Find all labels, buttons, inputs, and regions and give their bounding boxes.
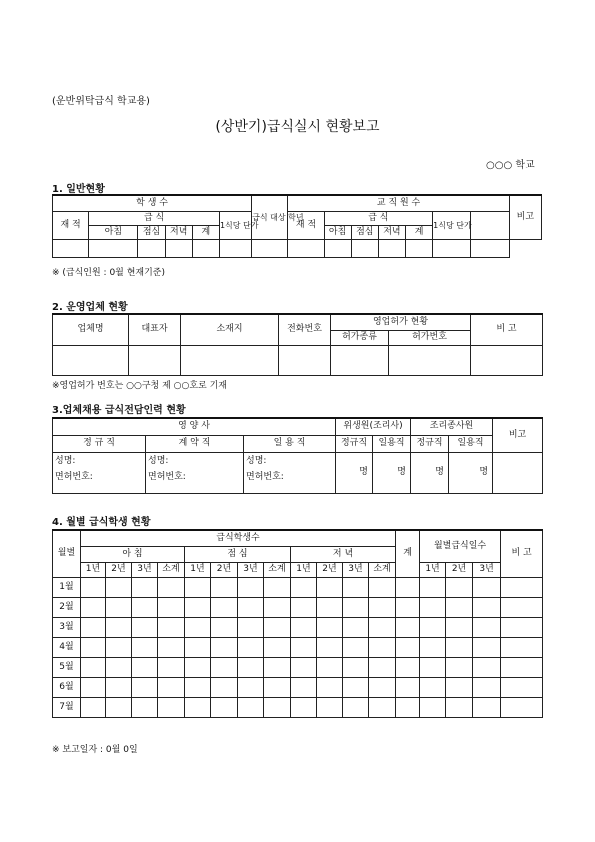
data-cell[interactable]	[343, 657, 369, 677]
data-cell[interactable]	[185, 677, 211, 697]
breakfast-grade-header: 1년	[81, 562, 106, 577]
data-cell[interactable]	[317, 597, 343, 617]
data-cell[interactable]	[473, 617, 501, 637]
general-status-table	[52, 194, 542, 258]
dinner-grade-header: 소계	[369, 562, 396, 577]
operator-status-table	[52, 313, 543, 376]
remark-cell[interactable]	[493, 452, 543, 493]
data-cell[interactable]	[501, 697, 543, 717]
month-label: 4월	[53, 637, 81, 657]
hygiene-daily-header: 일용직	[373, 435, 411, 452]
data-cell[interactable]	[211, 657, 238, 677]
data-cell[interactable]	[420, 677, 446, 697]
dinner-grade-header: 2년	[317, 562, 343, 577]
license-number-label: 면허번호:	[246, 471, 284, 482]
data-cell[interactable]	[420, 697, 446, 717]
staff-unit-price-header: 1식당 단가	[433, 211, 471, 239]
data-cell[interactable]	[264, 597, 291, 617]
data-cell[interactable]	[317, 657, 343, 677]
data-cell[interactable]	[211, 597, 238, 617]
breakfast-grade-header: 3년	[132, 562, 158, 577]
data-cell[interactable]	[158, 697, 185, 717]
students-unit-price-header: 1식당 단가	[219, 211, 251, 239]
data-cell[interactable]	[291, 637, 317, 657]
grade-header-row	[53, 562, 543, 577]
data-cell[interactable]	[501, 637, 543, 657]
data-cell[interactable]	[238, 597, 264, 617]
document-note: (운반위탁급식 학교용)	[52, 96, 150, 107]
remark-header: 비고	[509, 195, 541, 239]
students-enrolled-cell[interactable]	[53, 239, 89, 257]
days-grade-header: 2년	[446, 562, 473, 577]
breakfast-header: 아 침	[81, 546, 185, 562]
staff-breakfast-header: 아침	[324, 225, 351, 239]
days-grade-header: 3년	[473, 562, 501, 577]
monthly-days-header: 월별급식일수	[420, 530, 501, 562]
data-cell[interactable]	[238, 677, 264, 697]
daily-header: 일 용 직	[244, 435, 336, 452]
data-cell[interactable]	[291, 597, 317, 617]
data-cell[interactable]	[264, 677, 291, 697]
breakfast-grade-header: 2년	[106, 562, 132, 577]
table-row	[53, 617, 543, 637]
students-meal-header: 급 식	[89, 211, 220, 225]
data-cell[interactable]	[264, 617, 291, 637]
section-4-footnote: ※ 보고일자 : 0월 0일	[52, 745, 138, 755]
data-cell[interactable]	[343, 597, 369, 617]
data-cell[interactable]	[81, 637, 106, 657]
data-cell[interactable]	[132, 657, 158, 677]
data-cell[interactable]	[211, 697, 238, 717]
contract-header: 계 약 직	[146, 435, 244, 452]
data-cell[interactable]	[158, 657, 185, 677]
month-label: 3월	[53, 617, 81, 637]
data-cell[interactable]	[396, 577, 420, 597]
cook-daily-count[interactable]: 명	[449, 452, 493, 493]
phone-cell[interactable]	[279, 345, 331, 375]
students-breakfast-header: 아침	[89, 225, 138, 239]
data-cell[interactable]	[158, 637, 185, 657]
ceo-cell[interactable]	[129, 345, 181, 375]
remark-header: 비고	[493, 418, 543, 452]
staff-lunch-header: 점심	[351, 225, 378, 239]
dedicated-staff-table	[52, 417, 543, 494]
data-cell[interactable]	[369, 597, 396, 617]
month-label: 2월	[53, 597, 81, 617]
company-name-cell[interactable]	[53, 345, 129, 375]
staff-breakfast-cell[interactable]	[324, 239, 351, 257]
staff-total-cell[interactable]	[406, 239, 433, 257]
lunch-grade-header: 2년	[211, 562, 238, 577]
month-label: 6월	[53, 677, 81, 697]
students-lunch-header: 점심	[138, 225, 165, 239]
remark-cell[interactable]	[471, 239, 509, 257]
contract-nutritionist-cell[interactable]	[146, 452, 244, 493]
dinner-grade-header: 1년	[291, 562, 317, 577]
data-cell[interactable]	[317, 637, 343, 657]
data-cell[interactable]	[106, 597, 132, 617]
remark-header: 비 고	[501, 530, 543, 577]
data-cell[interactable]	[106, 677, 132, 697]
license-type-header: 허가종류	[331, 330, 389, 345]
license-number-label: 면허번호:	[55, 471, 93, 482]
month-label: 1월	[53, 577, 81, 597]
data-cell[interactable]	[369, 637, 396, 657]
data-cell[interactable]	[185, 597, 211, 617]
data-cell[interactable]	[501, 597, 543, 617]
data-cell[interactable]	[420, 597, 446, 617]
students-dinner-cell[interactable]	[165, 239, 192, 257]
students-unit-price-cell[interactable]	[219, 239, 251, 257]
license-type-cell[interactable]	[331, 345, 389, 375]
data-cell[interactable]	[158, 617, 185, 637]
data-cell[interactable]	[343, 577, 369, 597]
data-cell[interactable]	[343, 617, 369, 637]
data-cell[interactable]	[473, 697, 501, 717]
school-name: ○○○ 학교	[486, 160, 535, 171]
data-cell[interactable]	[81, 617, 106, 637]
data-cell[interactable]	[132, 697, 158, 717]
data-cell[interactable]	[211, 577, 238, 597]
data-cell[interactable]	[106, 697, 132, 717]
table-row	[53, 637, 543, 657]
data-cell[interactable]	[420, 637, 446, 657]
data-cell[interactable]	[317, 577, 343, 597]
daily-nutritionist-cell[interactable]	[244, 452, 336, 493]
hygiene-regular-header: 정규직	[336, 435, 373, 452]
staff-unit-price-cell[interactable]	[433, 239, 471, 257]
data-cell[interactable]	[238, 577, 264, 597]
nutritionist-header: 영 양 사	[53, 418, 336, 435]
page-title: (상반기)급식실시 현황보고	[215, 119, 380, 135]
cook-regular-header: 정규직	[411, 435, 449, 452]
data-cell[interactable]	[473, 637, 501, 657]
data-cell[interactable]	[396, 677, 420, 697]
data-cell[interactable]	[473, 657, 501, 677]
data-cell[interactable]	[264, 657, 291, 677]
staff-dinner-header: 저녁	[378, 225, 405, 239]
data-cell[interactable]	[343, 677, 369, 697]
data-cell[interactable]	[501, 677, 543, 697]
month-label: 5월	[53, 657, 81, 677]
section-2-footnote: ※영업허가 번호는 ○○구청 제 ○○호로 기재	[52, 381, 227, 391]
remark-cell[interactable]	[471, 345, 543, 375]
cook-daily-header: 일용직	[449, 435, 493, 452]
data-cell[interactable]	[106, 657, 132, 677]
data-cell[interactable]	[158, 577, 185, 597]
lunch-header: 점 심	[185, 546, 291, 562]
staff-total-header: 계	[406, 225, 433, 239]
section-1-footnote: ※ (급식인원 : 0월 현재기준)	[52, 268, 166, 278]
students-header: 학 생 수	[53, 195, 252, 211]
data-cell[interactable]	[317, 697, 343, 717]
staff-dinner-cell[interactable]	[378, 239, 405, 257]
license-number-header: 허가번호	[389, 330, 471, 345]
name-label: 성명:	[148, 455, 169, 466]
data-cell[interactable]	[185, 637, 211, 657]
data-cell[interactable]	[238, 697, 264, 717]
section-1-heading: 1. 일반현황	[52, 184, 105, 195]
lunch-grade-header: 3년	[238, 562, 264, 577]
license-status-header: 영업허가 현황	[331, 314, 471, 330]
data-cell[interactable]	[185, 697, 211, 717]
data-cell[interactable]	[446, 697, 473, 717]
data-cell[interactable]	[158, 677, 185, 697]
data-cell[interactable]	[369, 677, 396, 697]
month-rows	[53, 577, 543, 717]
students-lunch-cell[interactable]	[138, 239, 165, 257]
remark-header: 비 고	[471, 314, 543, 345]
section-2-heading: 2. 운영업체 현황	[52, 302, 128, 313]
monthly-students-table	[52, 529, 543, 718]
staff-header: 교 직 원 수	[288, 195, 509, 211]
data-cell[interactable]	[446, 597, 473, 617]
data-cell[interactable]	[211, 617, 238, 637]
data-cell[interactable]	[264, 697, 291, 717]
data-cell[interactable]	[291, 697, 317, 717]
hygiene-daily-count[interactable]: 명	[373, 452, 411, 493]
data-cell[interactable]	[343, 637, 369, 657]
data-cell[interactable]	[501, 577, 543, 597]
data-cell[interactable]	[473, 597, 501, 617]
data-cell[interactable]	[317, 617, 343, 637]
staff-meal-header: 급 식	[324, 211, 433, 225]
data-cell[interactable]	[446, 657, 473, 677]
staff-lunch-cell[interactable]	[351, 239, 378, 257]
data-cell[interactable]	[291, 677, 317, 697]
data-cell[interactable]	[132, 637, 158, 657]
data-cell[interactable]	[501, 617, 543, 637]
data-cell[interactable]	[185, 617, 211, 637]
data-cell[interactable]	[501, 657, 543, 677]
data-cell[interactable]	[446, 617, 473, 637]
name-label: 성명:	[55, 455, 76, 466]
data-cell[interactable]	[106, 637, 132, 657]
data-cell[interactable]	[446, 677, 473, 697]
data-cell[interactable]	[396, 637, 420, 657]
regular-header: 정 규 직	[53, 435, 146, 452]
section-3-heading: 3.업체채용 급식전담인력 현황	[52, 405, 186, 416]
regular-nutritionist-cell[interactable]	[53, 452, 146, 493]
data-cell[interactable]	[264, 637, 291, 657]
students-total-cell[interactable]	[192, 239, 219, 257]
data-cell[interactable]	[369, 617, 396, 637]
dinner-header: 저 녁	[291, 546, 396, 562]
data-cell[interactable]	[369, 577, 396, 597]
total-header: 계	[396, 530, 420, 577]
students-total-header: 계	[192, 225, 219, 239]
students-dinner-header: 저녁	[165, 225, 192, 239]
data-cell[interactable]	[81, 697, 106, 717]
table-row	[53, 577, 543, 597]
data-cell[interactable]	[185, 657, 211, 677]
table-row	[53, 597, 543, 617]
cook-regular-count[interactable]: 명	[411, 452, 449, 493]
dinner-grade-header: 3년	[343, 562, 369, 577]
table-row	[53, 677, 543, 697]
data-cell[interactable]	[291, 617, 317, 637]
section-4-heading: 4. 월별 급식학생 현황	[52, 517, 151, 528]
data-cell[interactable]	[420, 577, 446, 597]
data-cell[interactable]	[420, 657, 446, 677]
month-header: 월별	[53, 530, 81, 577]
license-number-cell[interactable]	[389, 345, 471, 375]
data-cell[interactable]	[81, 657, 106, 677]
address-cell[interactable]	[181, 345, 279, 375]
data-cell[interactable]	[291, 657, 317, 677]
lunch-grade-header: 소계	[264, 562, 291, 577]
data-cell[interactable]	[317, 677, 343, 697]
data-cell[interactable]	[81, 577, 106, 597]
days-grade-header: 1년	[420, 562, 446, 577]
data-cell[interactable]	[185, 577, 211, 597]
table-row	[53, 657, 543, 677]
data-cell[interactable]	[211, 637, 238, 657]
name-label: 성명:	[246, 455, 267, 466]
month-label: 7월	[53, 697, 81, 717]
breakfast-grade-header: 소계	[158, 562, 185, 577]
staff-enrolled-cell[interactable]	[288, 239, 324, 257]
students-enrolled-header: 재 적	[53, 211, 89, 239]
data-cell[interactable]	[238, 617, 264, 637]
data-cell[interactable]	[473, 677, 501, 697]
address-header: 소재지	[181, 314, 279, 345]
target-grade-cell[interactable]	[252, 239, 288, 257]
data-cell[interactable]	[264, 577, 291, 597]
data-cell[interactable]	[132, 677, 158, 697]
data-cell[interactable]	[238, 657, 264, 677]
company-name-header: 업체명	[53, 314, 129, 345]
data-cell[interactable]	[81, 597, 106, 617]
data-cell[interactable]	[238, 637, 264, 657]
data-cell[interactable]	[369, 697, 396, 717]
cook-staff-header: 조리종사원	[411, 418, 493, 435]
hygiene-worker-header: 위생원(조리사)	[336, 418, 411, 435]
target-grade-header: 급식 대상 학년	[252, 195, 288, 239]
data-cell[interactable]	[369, 657, 396, 677]
data-cell[interactable]	[420, 617, 446, 637]
data-cell[interactable]	[473, 577, 501, 597]
data-cell[interactable]	[81, 677, 106, 697]
data-cell[interactable]	[446, 577, 473, 597]
data-cell[interactable]	[132, 597, 158, 617]
table-row	[53, 697, 543, 717]
data-cell[interactable]	[396, 657, 420, 677]
license-number-label: 면허번호:	[148, 471, 186, 482]
data-cell[interactable]	[343, 697, 369, 717]
students-breakfast-cell[interactable]	[89, 239, 138, 257]
data-cell[interactable]	[211, 677, 238, 697]
data-cell[interactable]	[396, 597, 420, 617]
data-cell[interactable]	[396, 617, 420, 637]
data-cell[interactable]	[106, 577, 132, 597]
meal-students-header: 급식학생수	[81, 530, 396, 546]
data-cell[interactable]	[132, 617, 158, 637]
ceo-header: 대표자	[129, 314, 181, 345]
phone-header: 전화번호	[279, 314, 331, 345]
data-cell[interactable]	[396, 697, 420, 717]
staff-enrolled-header: 재 적	[288, 211, 324, 239]
lunch-grade-header: 1년	[185, 562, 211, 577]
data-cell[interactable]	[158, 597, 185, 617]
data-cell[interactable]	[132, 577, 158, 597]
data-cell[interactable]	[446, 637, 473, 657]
data-cell[interactable]	[291, 577, 317, 597]
data-cell[interactable]	[106, 617, 132, 637]
hygiene-regular-count[interactable]: 명	[336, 452, 373, 493]
